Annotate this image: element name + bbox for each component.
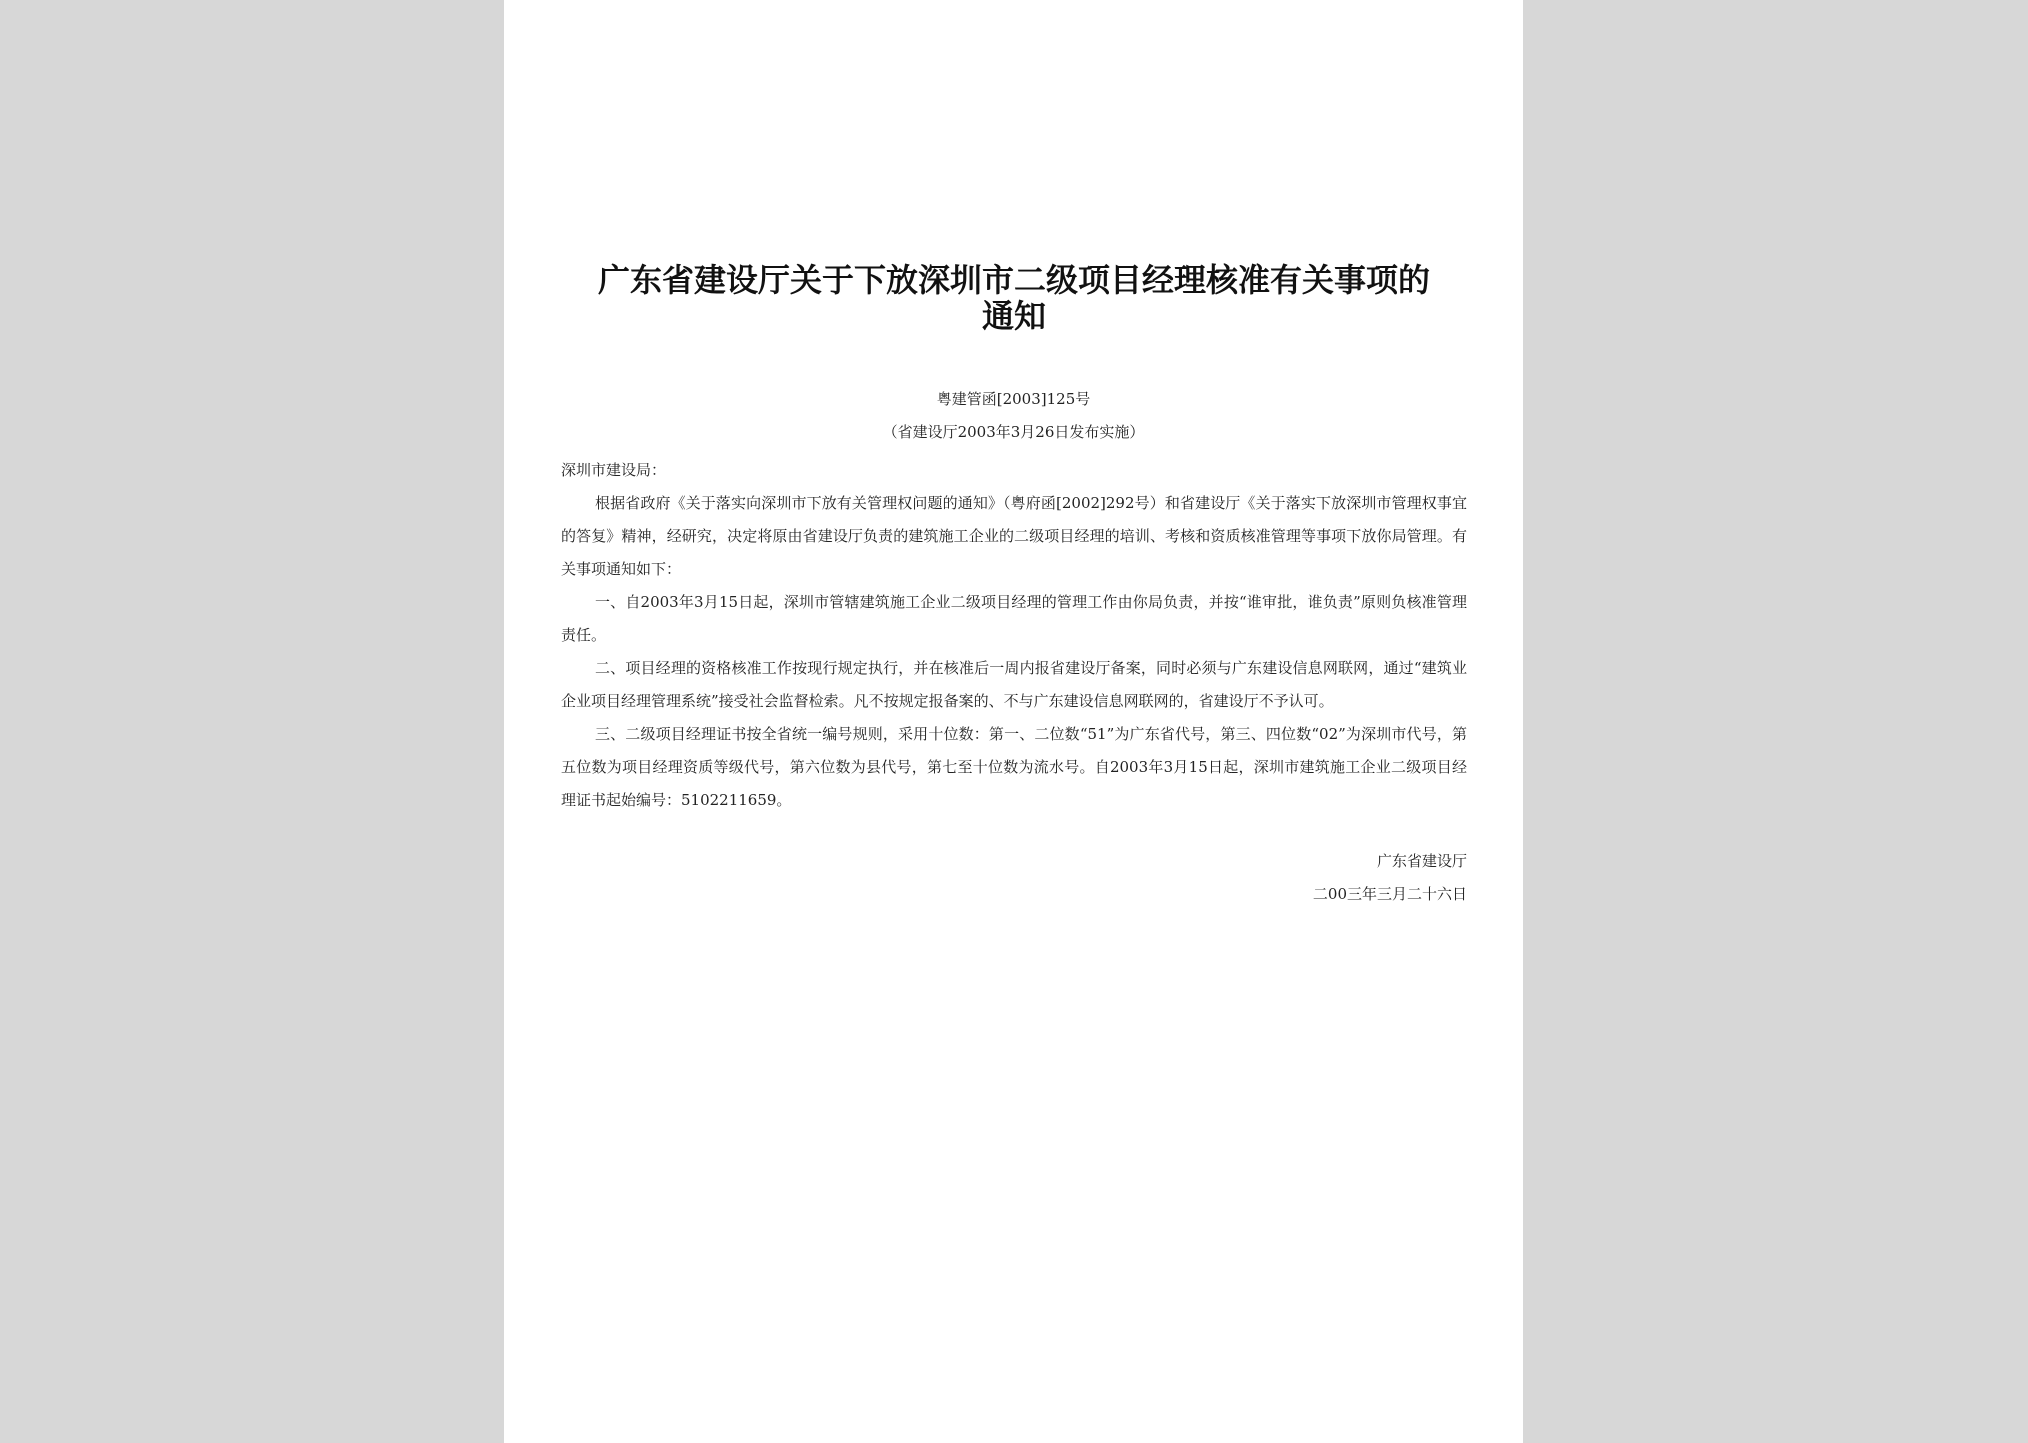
- paragraph-item-3: 三、二级项目经理证书按全省统一编号规则，采用十位数：第一、二位数“51”为广东省代号，第三、四位数“02”为深圳市代号，第五位数为项目经理资质等级代号，第六位数为县代号，第七至十位数为流水号。自2003年3月15日起，深圳市建筑施工企业二级项目经理证书起始编号：5102211659。: [561, 725, 1467, 809]
- document-number: 粤建管函[2003]125号: [936, 390, 1091, 408]
- paragraph-intro: 根据省政府《关于落实向深圳市下放有关管理权问题的通知》（粤府函[2002]292号）和省建设厅《关于落实下放深圳市管理权事宜的答复》精神，经研究，决定将原由省建设厅负责的建筑施工企业的二级项目经理的培训、考核和资质核准管理等事项下放你局管理。有关事项通知如下：: [561, 494, 1467, 578]
- implementation-note: （省建设厅2003年3月26日发布实施）: [882, 423, 1145, 441]
- document-page: [504, 0, 1523, 1443]
- signature-date: 二00三年三月二十六日: [1312, 885, 1467, 903]
- document-body: [561, 454, 1467, 817]
- signature-issuer: 广东省建设厅: [1376, 852, 1467, 870]
- signature-block: [1313, 845, 1467, 911]
- document-title: 广东省建设厅关于下放深圳市二级项目经理核准有关事项的通知: [597, 261, 1430, 335]
- salutation: 深圳市建设局：: [561, 461, 667, 479]
- paragraph-item-2: 二、项目经理的资格核准工作按现行规定执行，并在核准后一周内报省建设厅备案，同时必须与广东建设信息网联网，通过“建筑业企业项目经理管理系统”接受社会监督检索。凡不按规定报备案的、不与广东建设信息网联网的，省建设厅不予认可。: [561, 659, 1467, 710]
- paragraph-item-1: 一、自2003年3月15日起，深圳市管辖建筑施工企业二级项目经理的管理工作由你局负责，并按“谁审批，谁负责”原则负核准管理责任。: [561, 593, 1467, 644]
